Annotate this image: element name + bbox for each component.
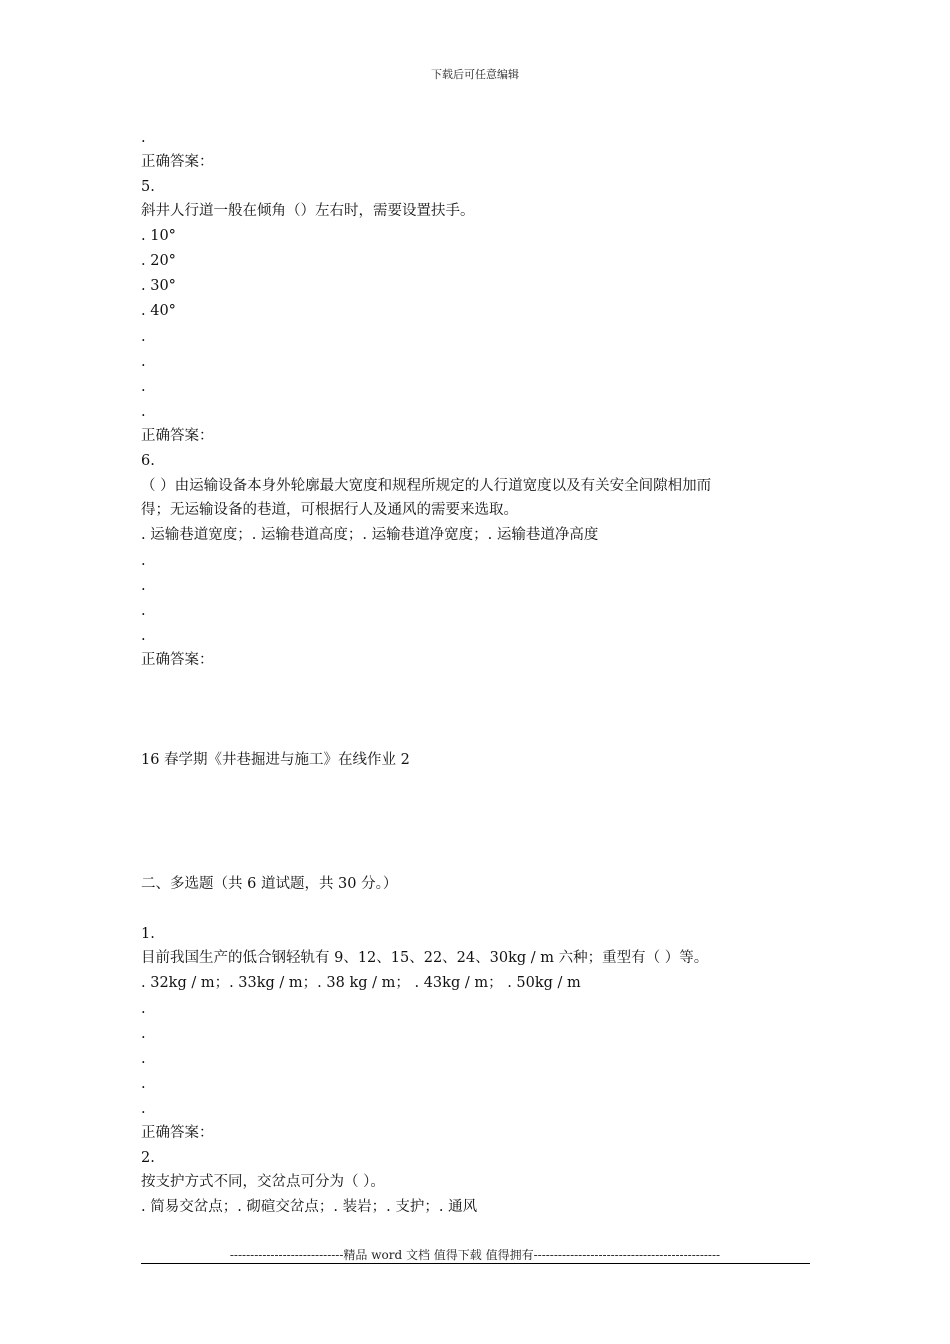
text-line: . bbox=[141, 1101, 146, 1117]
text-line: . bbox=[141, 1026, 146, 1042]
answer-label: 正确答案： bbox=[141, 154, 214, 170]
text-line: . bbox=[141, 578, 146, 594]
question-number: 6. bbox=[141, 453, 155, 469]
text-line: . bbox=[141, 329, 146, 345]
section-title: 16 春学期《井巷掘进与施工》在线作业 2 bbox=[141, 752, 410, 768]
question-number: 2. bbox=[141, 1150, 155, 1166]
page-header-note: 下载后可任意编辑 bbox=[431, 68, 519, 81]
text-line: . bbox=[141, 354, 146, 370]
option-line: . 20° bbox=[141, 253, 176, 269]
question-text: 得；无运输设备的巷道，可根据行人及通风的需要来选取。 bbox=[141, 502, 518, 518]
text-line: . bbox=[141, 130, 146, 146]
question-text: 按支护方式不同，交岔点可分为（ ）。 bbox=[141, 1174, 385, 1190]
question-text: （ ）由运输设备本身外轮廓最大宽度和规程所规定的人行道宽度以及有关安全间隙相加而 bbox=[141, 478, 712, 494]
option-line: . 40° bbox=[141, 303, 176, 319]
text-line: . bbox=[141, 404, 146, 420]
question-text: 斜井人行道一般在倾角（）左右时，需要设置扶手。 bbox=[141, 203, 475, 219]
text-line: . bbox=[141, 379, 146, 395]
option-line: . 运输巷道宽度；. 运输巷道高度；. 运输巷道净宽度；. 运输巷道净高度 bbox=[141, 527, 599, 543]
option-line: . 30° bbox=[141, 278, 176, 294]
option-line: . 32kg / m；. 33kg / m；. 38 kg / m； . 43kg / m； . 50kg / m bbox=[141, 975, 581, 991]
footer-divider bbox=[141, 1263, 810, 1264]
text-line: . bbox=[141, 1076, 146, 1092]
answer-label: 正确答案： bbox=[141, 1125, 214, 1141]
option-line: . 简易交岔点；. 砌碹交岔点；. 装岩；. 支护；. 通风 bbox=[141, 1199, 478, 1215]
text-line: . bbox=[141, 628, 146, 644]
text-line: . bbox=[141, 1001, 146, 1017]
text-line: . bbox=[141, 553, 146, 569]
text-line: . bbox=[141, 1051, 146, 1067]
page-footer-text: ----------------------------精品 word 文档 值得下载 值得拥有---------------------------------------------- bbox=[229, 1248, 721, 1262]
question-number: 1. bbox=[141, 926, 155, 942]
question-number: 5. bbox=[141, 179, 155, 195]
question-text: 目前我国生产的低合钢轻轨有 9、12、15、22、24、30kg / m 六种；重型有（ ）等。 bbox=[141, 950, 709, 966]
answer-label: 正确答案： bbox=[141, 652, 214, 668]
section-heading: 二、多选题（共 6 道试题，共 30 分。） bbox=[141, 876, 398, 892]
text-line: . bbox=[141, 603, 146, 619]
answer-label: 正确答案： bbox=[141, 428, 214, 444]
option-line: . 10° bbox=[141, 228, 176, 244]
